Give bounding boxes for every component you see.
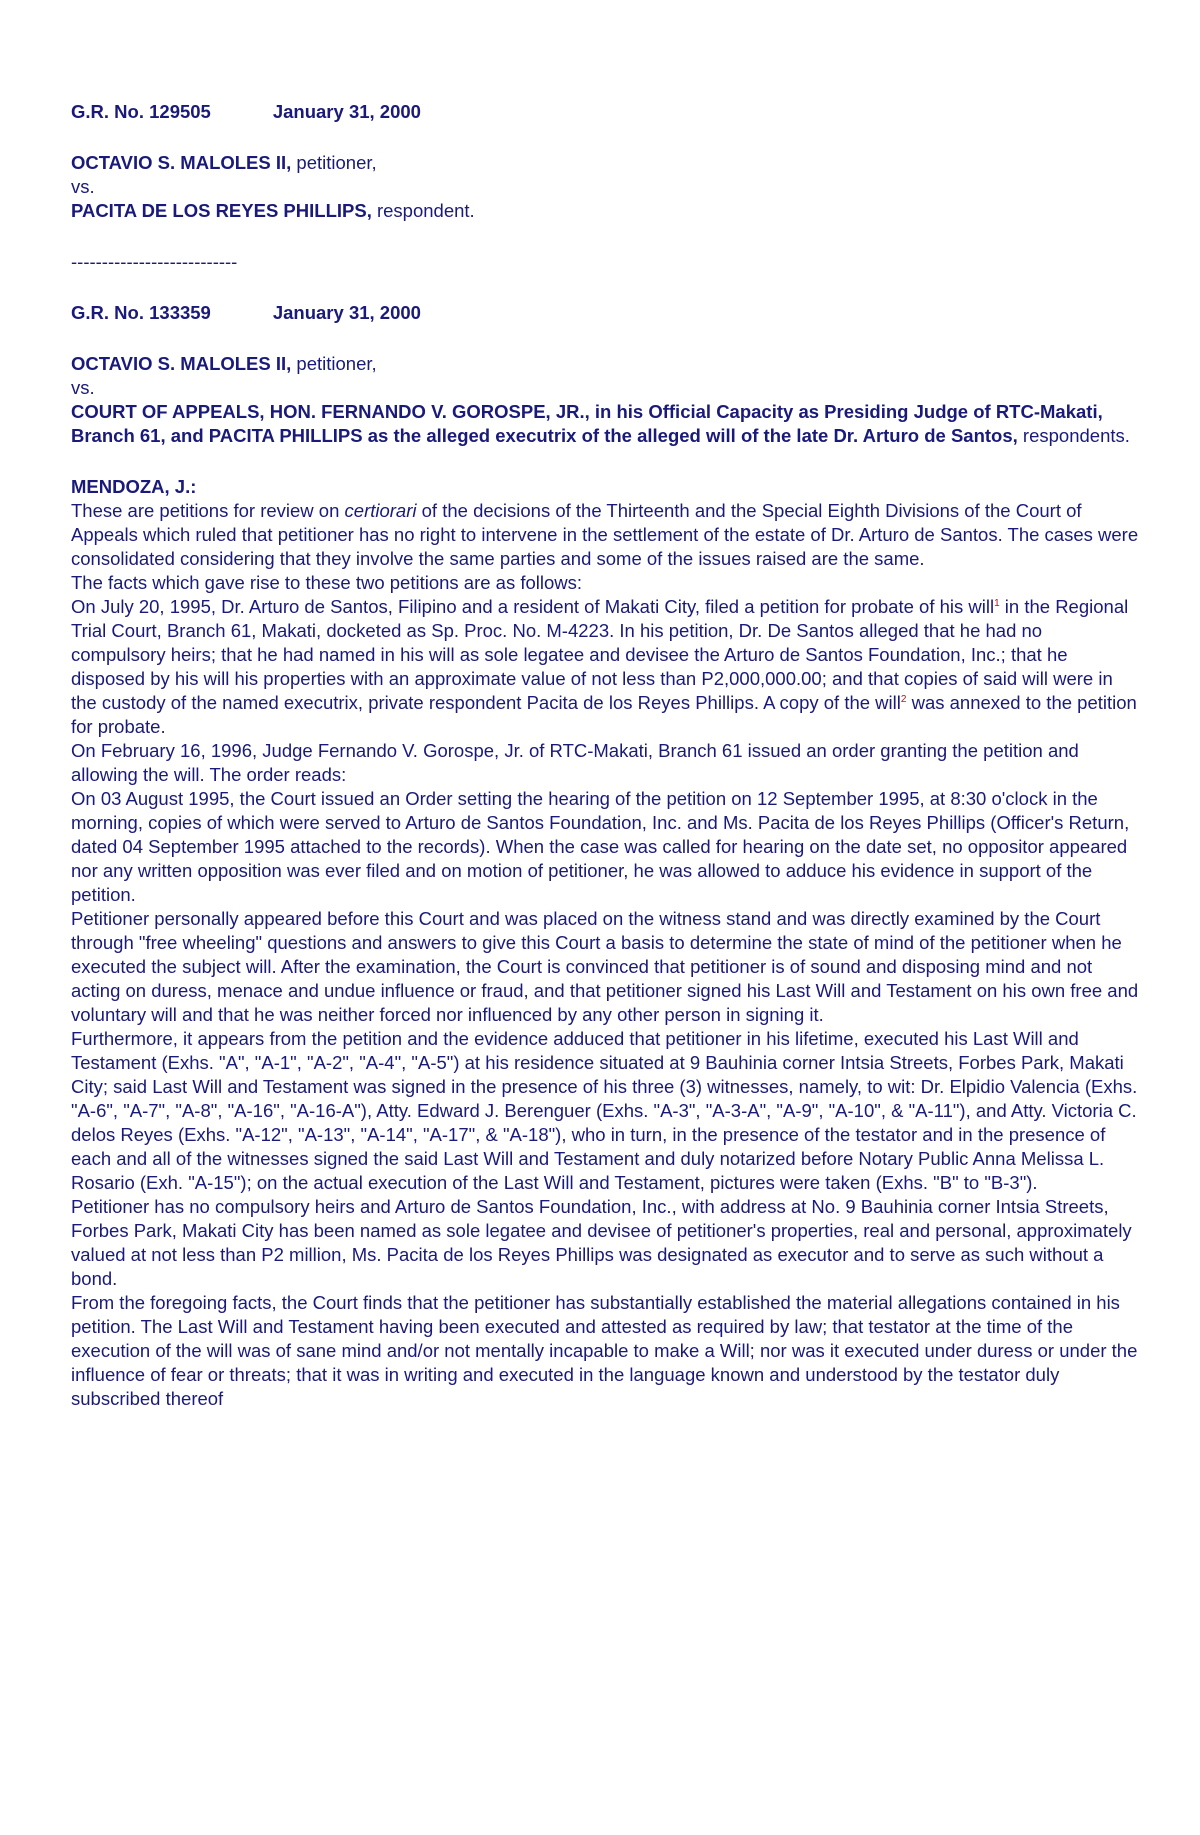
case2-respondent-role: respondents.	[1017, 425, 1130, 446]
paragraph-facts-part3: was annexed to the petition for probate.	[71, 692, 1137, 737]
quoted-paragraph: Petitioner personally appeared before this Court and was placed on the witness stand and was directly examined by the Court through "free wheeling" questions and answers to give this Court a basis to determine the state of mind of the petitioner when he executed the subject will. After the examination, the Court is convinced that petitioner is of sound and disposing mind and not acting on duress, menace and undue influence or fraud, and that petitioner signed his Last Will and Testament on his own free and voluntary will and that he was neither forced nor influenced by any other person in signing it.	[71, 908, 1139, 1025]
ponente: MENDOZA, J.:	[71, 476, 197, 497]
paragraph-facts	[71, 595, 1139, 739]
quoted-paragraph: Furthermore, it appears from the petition and the evidence adduced that petitioner in his lifetime, executed his Last Will and Testament (Exhs. "A", "A-1", "A-2", "A-4", "A-5") at his residence situated at 9 Bauhinia corner Intsia Streets, Forbes Park, Makati City; said Last Will and Testament was signed in the presence of his three (3) witnesses, namely, to wit: Dr. Elpidio Valencia (Exhs. "A-6", "A-7", "A-8", "A-16", "A-16-A"), Atty. Edward J. Berenguer (Exhs. "A-3", "A-3-A", "A-9", "A-10", & "A-11"), and Atty. Victoria C. delos Reyes (Exhs. "A-12", "A-13", "A-14", "A-17", & "A-18"), who in turn, in the presence of the testator and in the presence of each and all of the witnesses signed the said Last Will and Testament and duly notarized before Notary Public Anna Melissa L. Rosario (Exh. "A-15"); on the actual execution of the Last Will and Testament, pictures were taken (Exhs. "B" to "B-3").	[71, 1028, 1138, 1193]
case1-petitioner-name: OCTAVIO S. MALOLES II,	[71, 152, 292, 173]
case1-date: January 31, 2000	[272, 101, 421, 122]
paragraph-intro	[71, 499, 1139, 571]
case1-respondent-name: PACITA DE LOS REYES PHILLIPS,	[71, 200, 372, 221]
footnote-link-2[interactable]: 2	[900, 693, 907, 705]
case2-petitioner-role: petitioner,	[291, 353, 377, 374]
quoted-paragraph: Petitioner has no compulsory heirs and Arturo de Santos Foundation, Inc., with address at No. 9 Bauhinia corner Intsia Streets, Forbes Park, Makati City has been named as sole legatee and devisee of petitioner's properties, real and personal, approximately valued at not less than P2 million, Ms. Pacita de los Reyes Phillips was designated as executor and to serve as such without a bond.	[71, 1196, 1132, 1289]
case1-vs: vs.	[71, 176, 95, 197]
case1-respondent-role: respondent.	[371, 200, 475, 221]
case1-petitioner	[71, 151, 1139, 175]
paragraph-intro-italic: certiorari	[344, 500, 417, 521]
quoted-paragraph: On 03 August 1995, the Court issued an Order setting the hearing of the petition on 12 September 1995, at 8:30 o'clock in the morning, copies of which were served to Arturo de Santos Foundation, Inc. and Ms. Pacita de los Reyes Phillips (Officer's Return, dated 04 September 1995 attached to the records). When the case was called for hearing on the date set, no oppositor appeared nor any written opposition was ever filed and on motion of petitioner, he was allowed to adduce his evidence in support of the petition.	[71, 788, 1130, 905]
paragraph-intro-start: These are petitions for review on	[71, 500, 345, 521]
document-body	[71, 100, 1139, 1411]
case1-petitioner-role: petitioner,	[291, 152, 377, 173]
footnote-link-1[interactable]: 1	[994, 597, 1000, 609]
case2-petitioner	[71, 352, 1139, 376]
case-separator: ---------------------------	[71, 251, 238, 272]
paragraph-facts-part2: in the Regional Trial Court, Branch 61, Makati, docketed as Sp. Proc. No. M-4223. In his petition, Dr. De Santos alleged that he had no compulsory heirs; that he had named in his will as sole legatee and devisee the Arturo de Santos Foundation, Inc.; that he disposed by his will his properties with an approximate value of not less than P2,000,000.00; and that copies of said will were in the custody of the named executrix, private respondent Pacita de los Reyes Phillips. A copy of the will	[71, 596, 1129, 713]
quoted-paragraph: From the foregoing facts, the Court finds that the petitioner has substantially established the material allegations contained in his petition. The Last Will and Testament having been executed and attested as required by law; that testator at the time of the execution of the will was of sane mind and/or not mentally incapable to make a Will; nor was it executed under duress or under the influence of fear or threats; that it was in writing and executed in the language known and understood by the testator duly subscribed thereof	[71, 1292, 1138, 1409]
case1-header	[71, 100, 1139, 124]
case2-header	[71, 301, 1139, 325]
case1-respondent	[71, 199, 1139, 223]
paragraph-intro-end: of the decisions of the Thirteenth and the Special Eighth Divisions of the Court of Appeals which ruled that petitioner has no right to intervene in the settlement of the estate of Dr. Arturo de Santos. The cases were consolidated considering that they involve the same parties and some of the issues raised are the same.	[71, 500, 1139, 569]
case2-respondent	[71, 400, 1139, 448]
case2-petitioner-name: OCTAVIO S. MALOLES II,	[71, 353, 292, 374]
case2-gr-number: G.R. No. 133359	[71, 302, 211, 323]
case2-date: January 31, 2000	[272, 302, 421, 323]
paragraph-facts-intro: The facts which gave rise to these two petitions are as follows:	[71, 572, 583, 593]
case2-respondent-name: COURT OF APPEALS, HON. FERNANDO V. GOROSPE, JR., in his Official Capacity as Presiding Judge of RTC-Makati, Branch 61, and PACITA PHILLIPS as the alleged executrix of the alleged will of the late Dr. Arturo de Santos,	[71, 401, 1103, 446]
case1-gr-number: G.R. No. 129505	[71, 101, 211, 122]
case2-vs: vs.	[71, 377, 95, 398]
paragraph-facts-part1: On July 20, 1995, Dr. Arturo de Santos, Filipino and a resident of Makati City, filed a petition for probate of his will	[71, 596, 995, 617]
paragraph-order-intro: On February 16, 1996, Judge Fernando V. Gorospe, Jr. of RTC-Makati, Branch 61 issued an order granting the petition and allowing the will. The order reads:	[71, 740, 1079, 785]
